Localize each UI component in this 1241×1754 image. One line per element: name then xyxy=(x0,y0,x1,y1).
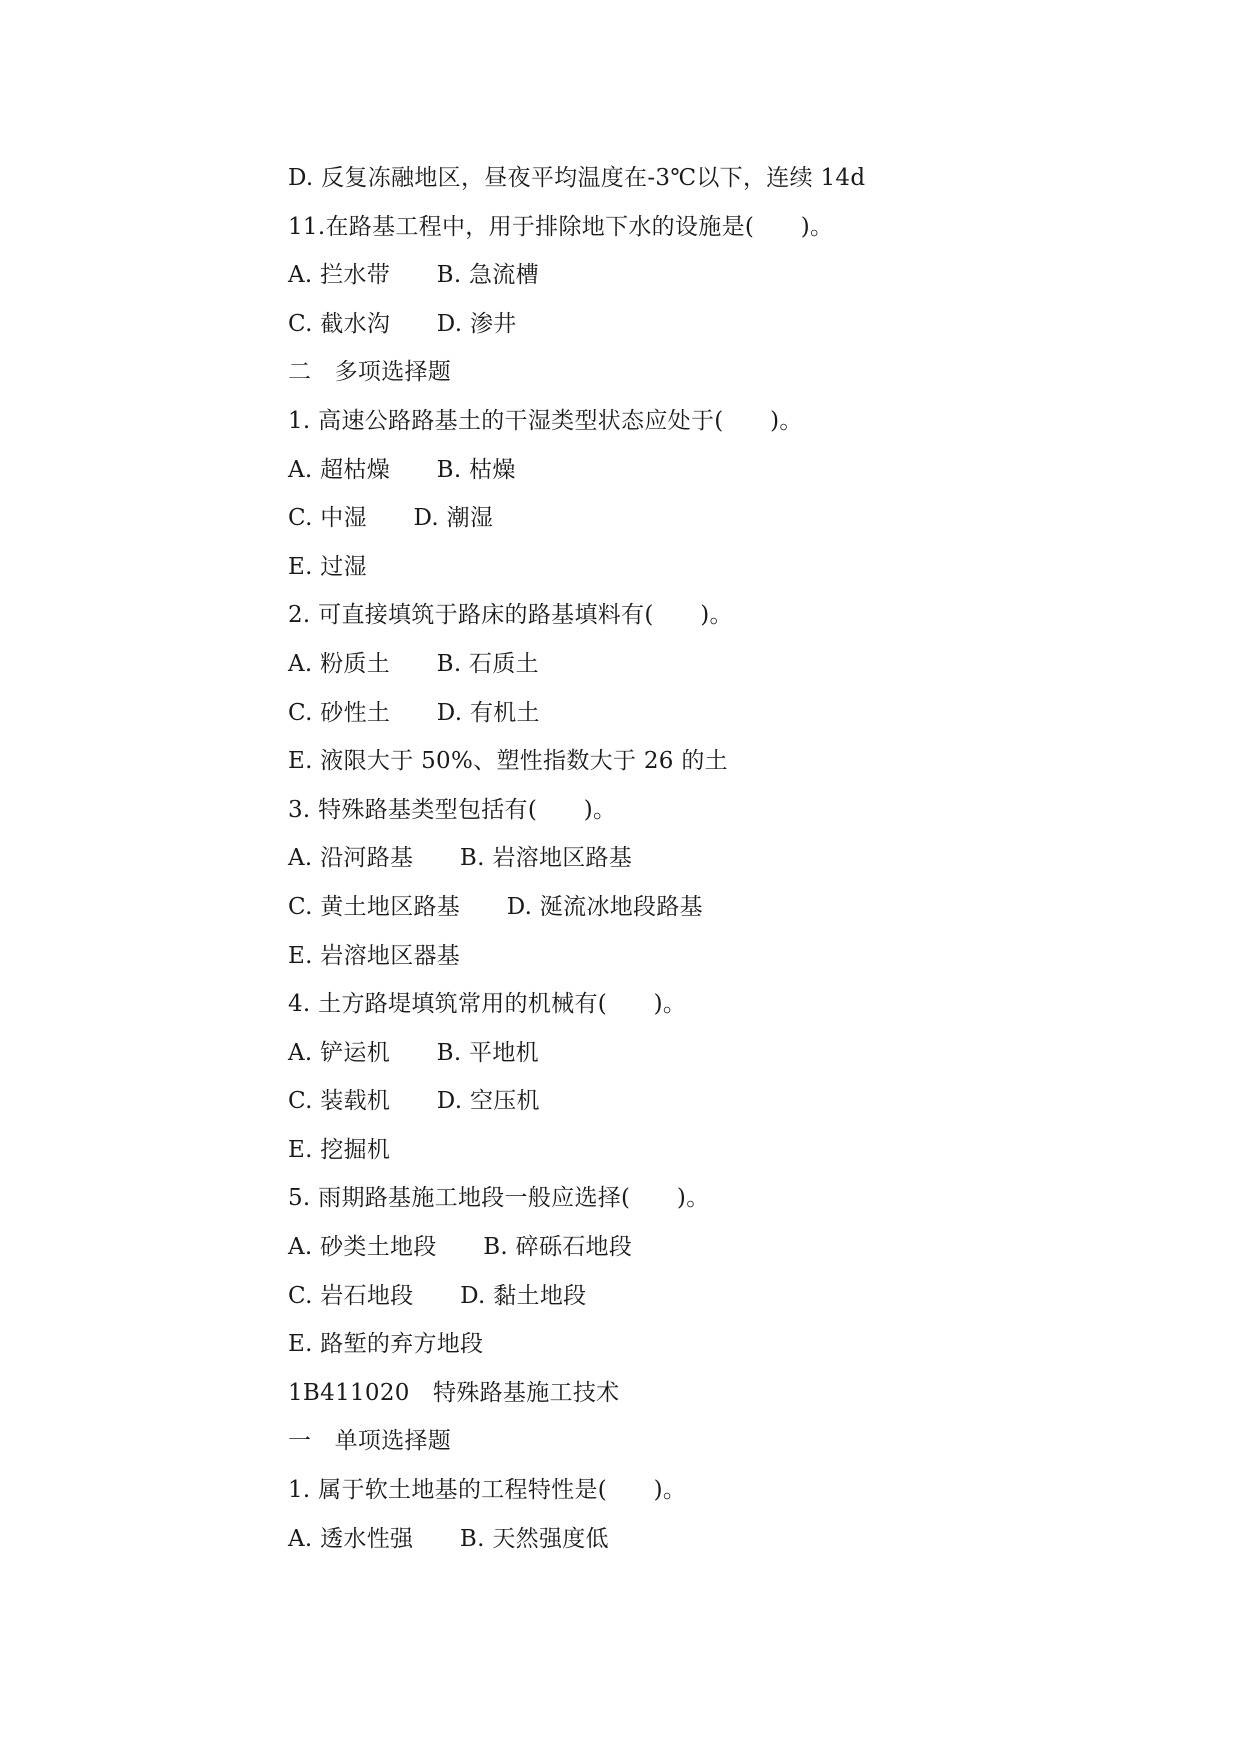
option-line-5ab: A. 砂类土地段 B. 碎砾石地段 xyxy=(288,1234,633,1261)
option-line-1ab: A. 超枯燥 B. 枯燥 xyxy=(288,456,516,483)
document-body xyxy=(288,154,1048,1563)
option-line-10d: D. 反复冻融地区，昼夜平均温度在-3℃以下，连续 14d xyxy=(288,165,866,191)
option-line-2cd: C. 砂性土 D. 有机土 xyxy=(288,699,540,726)
option-line-4ab: A. 铲运机 B. 平地机 xyxy=(288,1039,539,1066)
question-5: 5. 雨期路基施工地段一般应选择( )。 xyxy=(288,1185,710,1212)
question-11: 11.在路基工程中，用于排除地下水的设施是( )。 xyxy=(288,213,834,240)
option-line-1cd: C. 中湿 D. 潮湿 xyxy=(288,505,494,532)
option-line-2ab: A. 粉质土 B. 石质土 xyxy=(288,650,539,677)
option-line-3cd: C. 黄土地区路基 D. 涎流冰地段路基 xyxy=(288,893,703,920)
option-line-3ab: A. 沿河路基 B. 岩溶地区路基 xyxy=(288,845,633,872)
option-line-5e: E. 路堑的弃方地段 xyxy=(288,1331,484,1358)
option-line-3e: E. 岩溶地区器基 xyxy=(288,942,461,969)
option-line-2e: E. 液限大于 50%、塑性指数大于 26 的土 xyxy=(288,748,728,775)
question-1: 1. 高速公路路基土的干湿类型状态应处于( )。 xyxy=(288,407,803,434)
option-line-soft-ab: A. 透水性强 B. 天然强度低 xyxy=(288,1525,609,1552)
section-heading-multiple-choice: 二 多项选择题 xyxy=(288,359,452,386)
chapter-heading: 1B411020 特殊路基施工技术 xyxy=(288,1379,620,1406)
question-1-soft-soil: 1. 属于软土地基的工程特性是( )。 xyxy=(288,1477,687,1504)
question-2: 2. 可直接填筑于路床的路基填料有( )。 xyxy=(288,602,733,629)
option-line-1e: E. 过湿 xyxy=(288,553,367,580)
option-line-11ab: A. 拦水带 B. 急流槽 xyxy=(288,262,539,289)
question-4: 4. 土方路堤填筑常用的机械有( )。 xyxy=(288,991,687,1018)
option-line-4e: E. 挖掘机 xyxy=(288,1136,391,1163)
section-heading-single-choice: 一 单项选择题 xyxy=(288,1428,452,1455)
option-line-11cd: C. 截水沟 D. 渗井 xyxy=(288,310,517,337)
option-line-4cd: C. 装载机 D. 空压机 xyxy=(288,1088,540,1115)
option-line-5cd: C. 岩石地段 D. 黏土地段 xyxy=(288,1282,587,1309)
question-3: 3. 特殊路基类型包括有( )。 xyxy=(288,796,617,823)
